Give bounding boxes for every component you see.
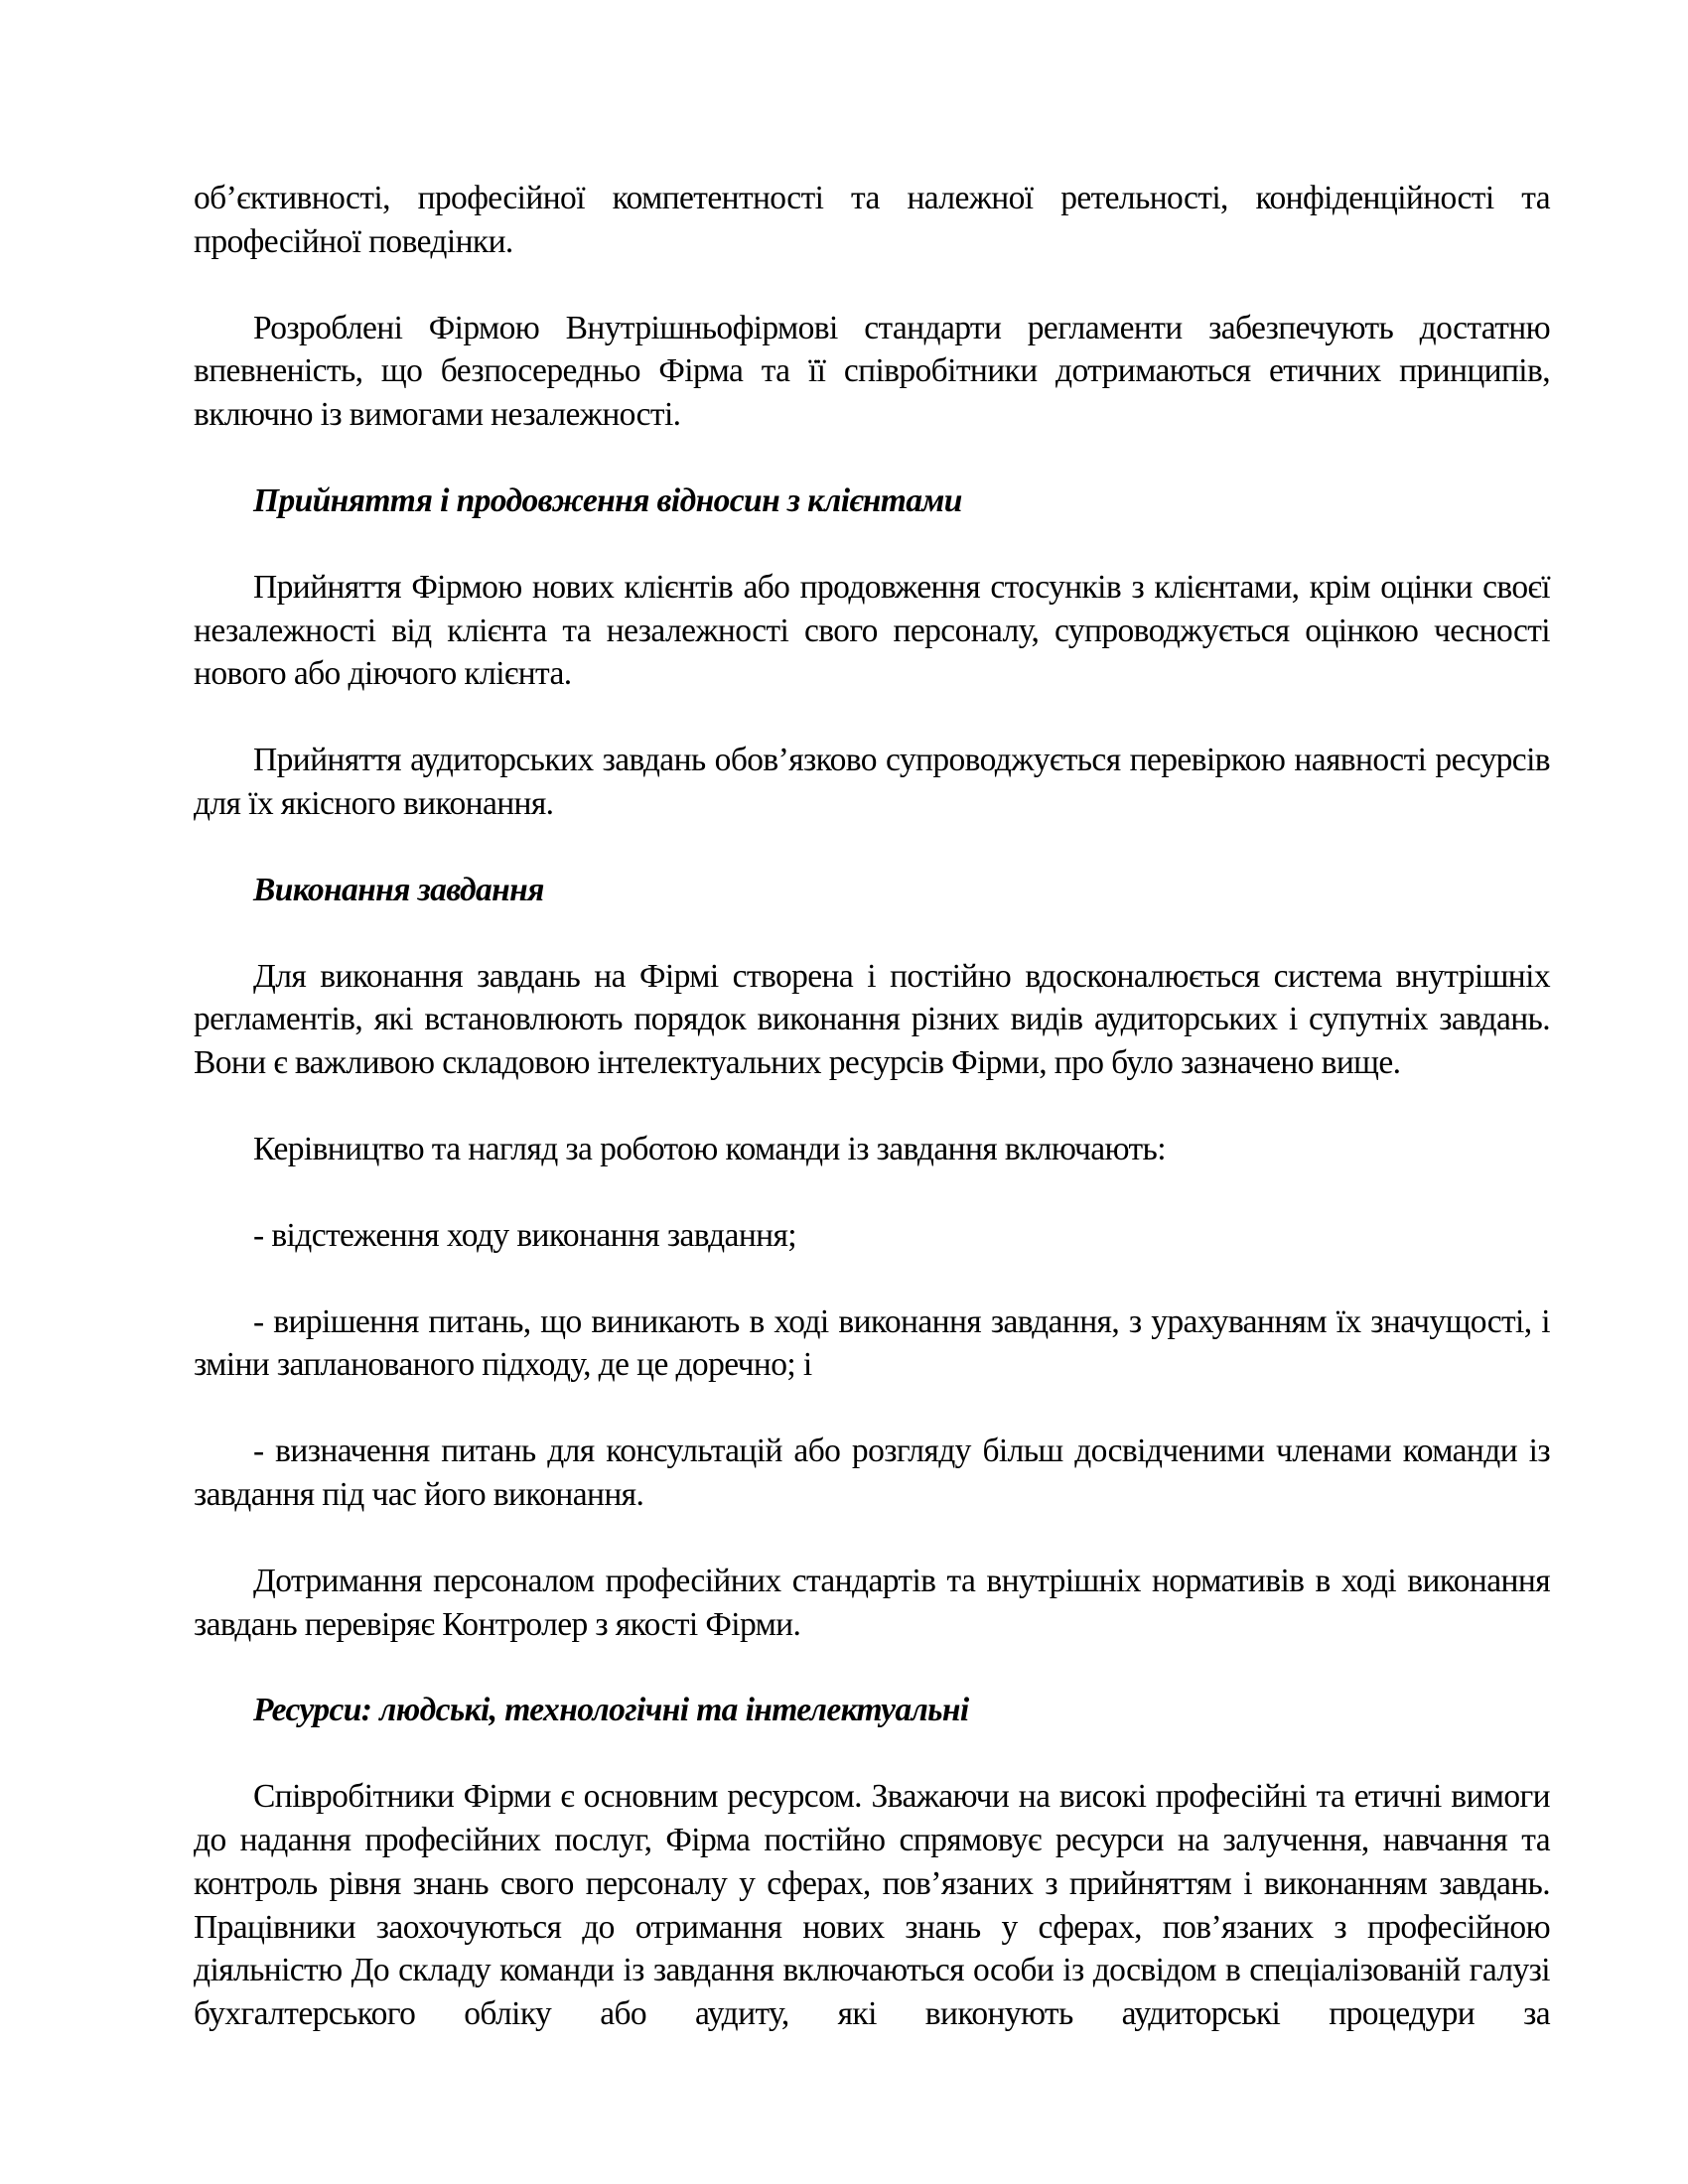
section-heading-client-acceptance: Прийняття і продовження відносин з клієнтами <box>253 481 962 519</box>
paragraph-client-acceptance: Прийняття Фірмою нових клієнтів або продовження стосунків з клієнтами, крім оцінки своєї незалежності від клієнта та незалежності свого персоналу, супроводжується оцінкою чесності нового або діючого клієнта. <box>194 568 1550 693</box>
paragraph-supervision-intro: Керівництво та нагляд за роботою команди із завдання включають: <box>253 1130 1166 1167</box>
paragraph-internal-regulations: Для виконання завдань на Фірмі створена і постійно вдосконалюється система внутрішніх регламентів, які встановлюють порядок виконання різних видів аудиторських і супутніх завдань. Вони є важливою складовою інтелектуальних ресурсів Фірми, про було зазначено вище. <box>194 957 1550 1082</box>
list-item-resolving-issues: - вирішення питань, що виникають в ході виконання завдання, з урахуванням їх значущості, і зміни запланованого підходу, де це доречно; і <box>194 1302 1550 1384</box>
section-heading-engagement-performance: Виконання завдання <box>253 871 544 908</box>
paragraph-ethics-continuation: об’єктивності, професійної компетентності та належної ретельності, конфіденційності та професійної поведінки. <box>194 180 1550 260</box>
document-page <box>194 177 1550 2079</box>
paragraph-internal-standards: Розроблені Фірмою Внутрішньофірмові стандарти регламенти забезпечують достатню впевненість, що безпосередньо Фірма та її співробітники дотримаються етичних принципів, включно із вимогами незалежності. <box>194 309 1550 434</box>
paragraph-quality-controller: Дотримання персоналом професійних стандартів та внутрішніх нормативів в ході виконання завдань перевіряє Контролер з якості Фірми. <box>194 1562 1550 1643</box>
section-heading-resources: Ресурси: людські, технологічні та інтелектуальні <box>253 1692 969 1729</box>
paragraph-employees-resource: Співробітники Фірми є основним ресурсом. Зважаючи на високі професійні та етичні вимоги до надання професійних послуг, Фірма постійно спрямовує ресурси на залучення, навчання та контроль рівня знань свого персоналу у сферах, пов’язаних з прийняттям і виконанням завдань. Працівники заохочуються до отримання нових знань у сферах, пов’язаних з професійною діяльністю До складу команди із завдання включаються особи із досвідом в спеціалізованій галузі бухгалтерського обліку або аудиту, які виконують аудиторські процедури за <box>194 1778 1550 2033</box>
paragraph-resource-check: Прийняття аудиторських завдань обов’язково супроводжується перевіркою наявності ресурсів для їх якісного виконання. <box>194 742 1550 822</box>
list-item-consultation-issues: - визначення питань для консультацій або розгляду більш досвідченими членами команди із завдання під час його виконання. <box>194 1433 1550 1513</box>
list-item-tracking-progress: - відстеження ходу виконання завдання; <box>253 1216 796 1254</box>
